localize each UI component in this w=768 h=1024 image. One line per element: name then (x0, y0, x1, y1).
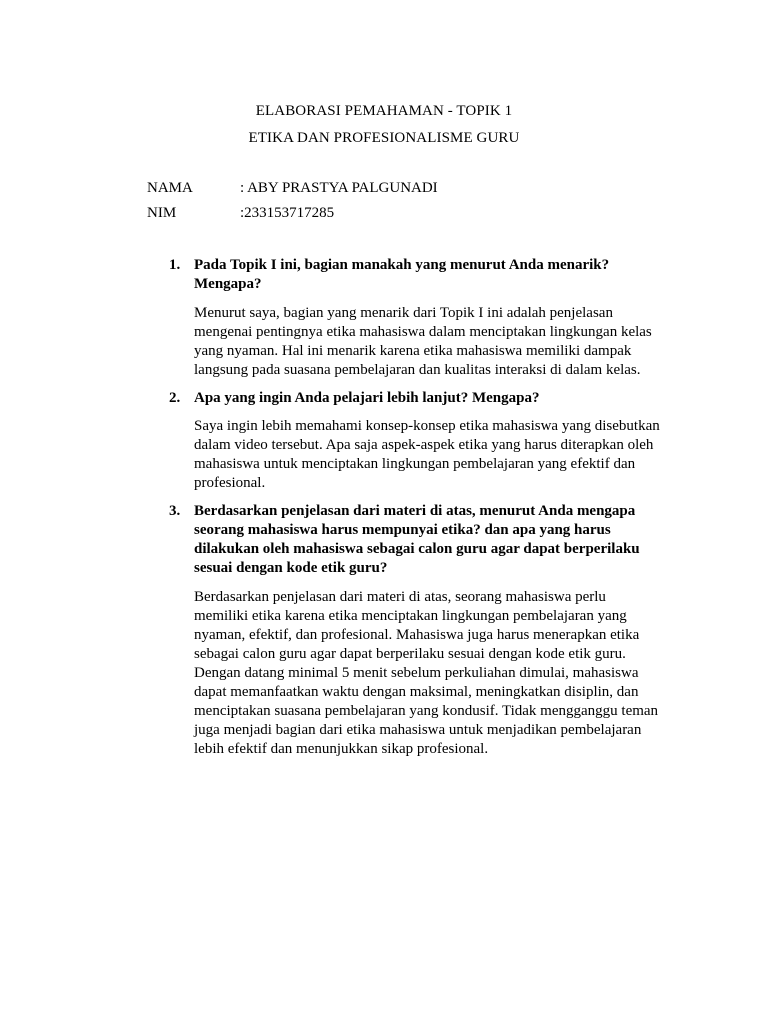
question-text: Berdasarkan penjelasan dari materi di atas, menurut Anda mengapa seorang mahasiswa harus mempunyai etika? dan apa yang harus dilakukan oleh mahasiswa sebagai calon guru agar dapat berperilaku sesuai dengan kode etik guru? (194, 503, 640, 576)
question-item-1 (160, 256, 660, 380)
nim-label: NIM (147, 205, 177, 221)
name-label: NAMA (147, 180, 193, 196)
answer-text: Berdasarkan penjelasan dari materi di atas, seorang mahasiswa perlu memiliki etika karena etika menciptakan lingkungan pembelajaran yang nyaman, efektif, dan profesional. Mahasiswa juga harus menerapkan etika sebagai calon guru agar dapat berperilaku sesuai dengan kode etik guru. Dengan datang minimal 5 menit sebelum perkuliahan dimulai, mahasiswa dapat memanfaatkan waktu dengan maksimal, meningkatkan disiplin, dan menciptakan suasana pembelajaran yang kondusif. Tidak mengganggu teman juga menjadi bagian dari etika mahasiswa untuk menjadikan pembelajaran lebih efektif dan menunjukkan sikap profesional. (194, 589, 659, 757)
question-number: 1. (169, 257, 181, 273)
nim-value: :233153717285 (240, 205, 335, 221)
question-list (160, 256, 660, 759)
answer-text: Menurut saya, bagian yang menarik dari Topik I ini adalah penjelasan mengenai pentingnya etika mahasiswa dalam menciptakan lingkungan kelas yang nyaman. Hal ini menarik karena etika mahasiswa memiliki dampak langsung pada suasana pembelajaran dan kualitas interaksi di dalam kelas. (194, 305, 652, 378)
document-title: ELABORASI PEMAHAMAN - TOPIK 1 (255, 103, 513, 119)
name-value: : ABY PRASTYA PALGUNADI (240, 180, 438, 196)
question-number: 3. (169, 503, 181, 519)
answer-text: Saya ingin lebih memahami konsep-konsep etika mahasiswa yang disebutkan dalam video tersebut. Apa saja aspek-aspek etika yang harus diterapkan oleh mahasiswa untuk menciptakan lingkungan pembelajaran yang efektif dan profesional. (194, 418, 660, 491)
question-item-3 (160, 502, 660, 759)
document-subtitle: ETIKA DAN PROFESIONALISME GURU (248, 130, 520, 146)
question-number: 2. (169, 390, 181, 406)
question-item-2 (160, 389, 660, 493)
question-text: Apa yang ingin Anda pelajari lebih lanjut? Mengapa? (194, 390, 540, 406)
question-text: Pada Topik I ini, bagian manakah yang menurut Anda menarik? Mengapa? (194, 257, 610, 292)
